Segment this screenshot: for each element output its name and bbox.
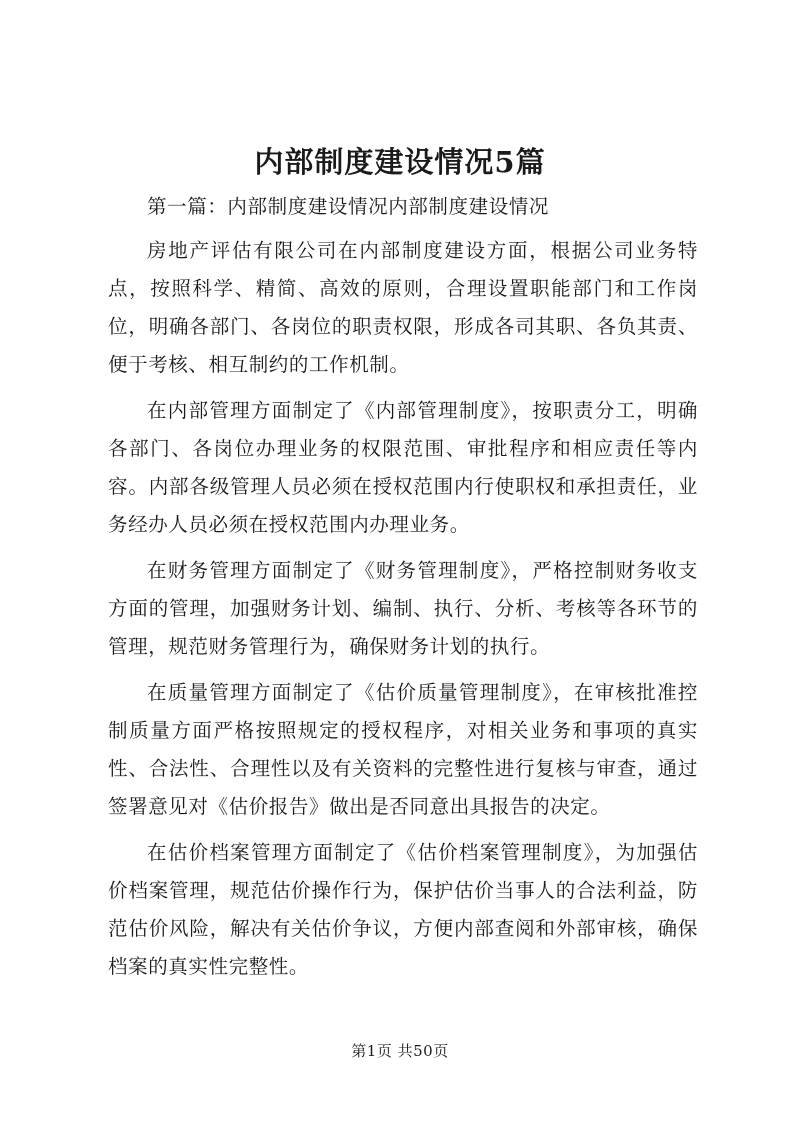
paragraph: 在内部管理方面制定了《内部管理制度》，按职责分工，明确各部门、各岗位办理业务的权限范围、审批程序和相应责任等内容。内部各级管理人员必须在授权范围内行使职权和承担责任，业务经办人员必须在授权范围内办理业务。 [108, 399, 698, 536]
paragraph: 在估价档案管理方面制定了《估价档案管理制度》，为加强估价档案管理，规范估价操作行为，保护估价当事人的合法利益，防范估价风险，解决有关估价争议，方便内部查阅和外部审核，确保档案的真实性完整性。 [108, 841, 698, 978]
paragraph: 在财务管理方面制定了《财务管理制度》，严格控制财务收支方面的管理，加强财务计划、编制、执行、分析、考核等各环节的管理，规范财务管理行为，确保财务计划的执行。 [108, 559, 698, 658]
page-footer: 第1页 共50页 [351, 1042, 449, 1060]
section-heading: 第一篇：内部制度建设情况内部制度建设情况 [147, 195, 550, 218]
paragraph: 在质量管理方面制定了《估价质量管理制度》，在审核批准控制质量方面严格按照规定的授权程序，对相关业务和事项的真实性、合法性、合理性以及有关资料的完整性进行复核与审查，通过签署意见对《估价报告》做出是否同意出具报告的决定。 [108, 681, 698, 818]
document-body [108, 190, 698, 994]
document-title: 内部制度建设情况5篇 [254, 145, 546, 179]
paragraph: 房地产评估有限公司在内部制度建设方面，根据公司业务特点，按照科学、精简、高效的原则，合理设置职能部门和工作岗位，明确各部门、各岗位的职责权限，形成各司其职、各负其责、便于考核、相互制约的工作机制。 [108, 239, 698, 376]
